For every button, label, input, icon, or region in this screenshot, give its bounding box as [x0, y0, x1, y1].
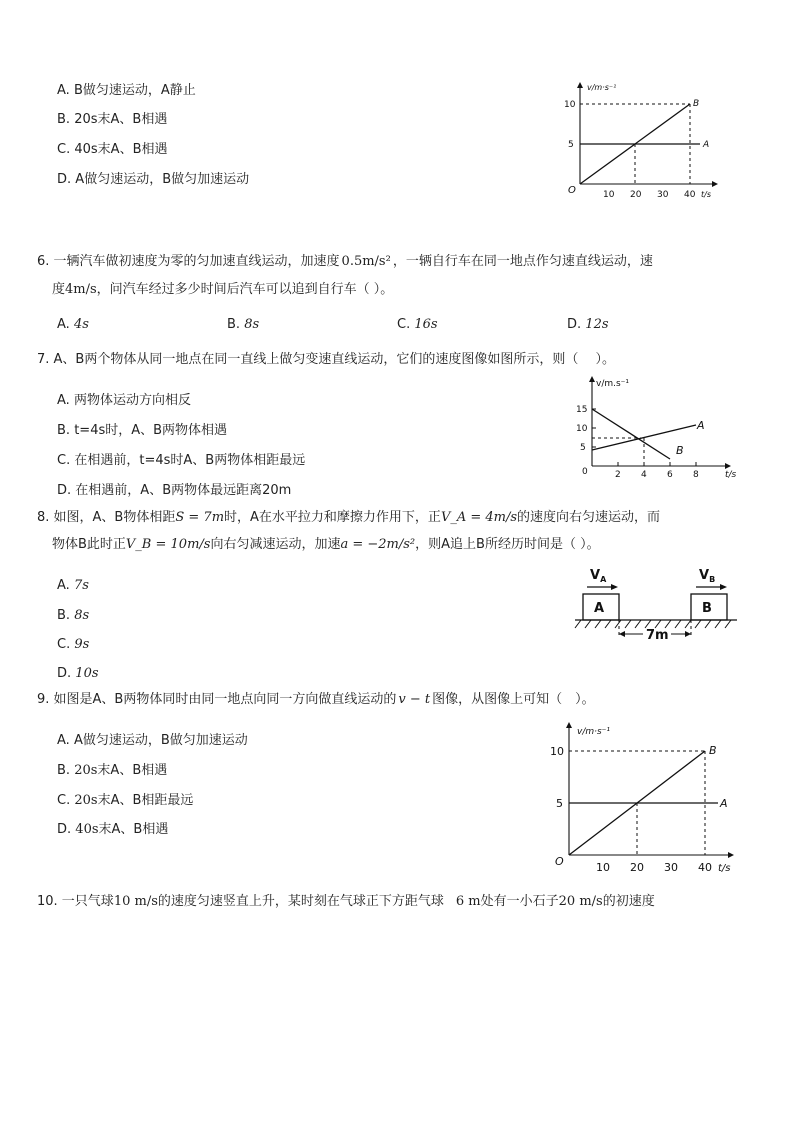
q9-graph-label-a: A [720, 797, 728, 810]
q7-graph-origin: 0 [582, 467, 588, 477]
q9-graph-xtick-40: 40 [698, 861, 712, 874]
q8-fig-va-label: $V_A$ [590, 568, 607, 584]
q9-graph-ytick-10: 10 [550, 745, 564, 758]
q6-option-b: B. 8s [227, 317, 260, 332]
q5-graph-ylabel: v/m·s⁻¹ [587, 83, 617, 92]
q8-fig-block-a: A [594, 601, 605, 616]
q5-option-d: D. A做匀速运动，B做匀加速运动 [57, 172, 250, 187]
q7-graph-xtick-2: 2 [615, 470, 621, 480]
q9-option-d: D. 40s末A、B相遇 [57, 822, 169, 837]
q10-stem: 10. 一只气球10 m/s的速度匀速竖直上升，某时刻在气球正下方距气球 6 m处有一小石子20 m/s的初速度 [37, 894, 655, 909]
q5-graph-label-a: A [703, 140, 710, 150]
q9-option-b: B. 20s末A、B相遇 [57, 763, 168, 778]
q6-stem-line2: 度4m/s，问汽车经过多少时间后汽车可以追到自行车（ ）。 [52, 282, 394, 297]
q7-graph-label-a: A [697, 419, 705, 432]
q9-graph-xlabel: t/s [718, 863, 731, 874]
q7-option-a: A. 两物体运动方向相反 [57, 393, 191, 408]
q8-option-b: B. 8s [57, 608, 90, 623]
q7-graph-xtick-6: 6 [667, 470, 673, 480]
q9-graph-ytick-5: 5 [556, 797, 563, 810]
q8-stem-line1: 8. 如图，A、B物体相距S = 7m时，A在水平拉力和摩擦力作用下，正V_A = 4m/s的速度向右匀速运动，而 [37, 510, 661, 525]
q7-option-c: C. 在相遇前，t=4s时A、B两物体相距最远 [57, 453, 306, 468]
q6-option-a: A. 4s [57, 317, 89, 332]
q7-graph-ytick-10: 10 [576, 424, 588, 434]
q5-graph-ytick-10: 10 [564, 100, 576, 110]
q5-graph-xtick-40: 40 [684, 190, 696, 200]
q9-option-c: C. 20s末A、B相距最远 [57, 793, 194, 808]
q9-stem: 9. 如图是A、B两物体同时由同一地点向同一方向做直线运动的 v − t 图像，从图像上可知（ ）。 [37, 692, 595, 707]
q5-graph-xtick-30: 30 [657, 190, 669, 200]
q8-option-d: D. 10s [57, 666, 99, 681]
q7-vt-graph [570, 376, 740, 486]
q8-option-a: A. 7s [57, 578, 89, 593]
q5-graph-ytick-5: 5 [568, 140, 574, 150]
q7-graph-xlabel: t/s [725, 470, 737, 480]
q5-option-a: A. B做匀速运动，A静止 [57, 83, 196, 98]
q9-graph-xtick-20: 20 [630, 861, 644, 874]
q9-option-a: A. A做匀速运动，B做匀加速运动 [57, 733, 248, 748]
q5-graph-xlabel: t/s [701, 190, 711, 199]
q5-option-b: B. 20s末A、B相遇 [57, 112, 168, 127]
q8-option-c: C. 9s [57, 637, 90, 652]
q7-option-d: D. 在相遇前，A、B两物体最远距离20m [57, 483, 292, 498]
q7-graph-ylabel: v/m.s⁻¹ [596, 379, 630, 389]
q7-option-b: B. t=4s时，A、B两物体相遇 [57, 423, 228, 438]
q9-graph-label-b: B [709, 744, 717, 757]
q7-graph-label-b: B [676, 444, 684, 457]
q9-graph-xtick-10: 10 [596, 861, 610, 874]
q8-fig-block-b: B [702, 601, 712, 616]
q5-graph-origin: O [568, 185, 576, 196]
q7-graph-ytick-15: 15 [576, 405, 588, 415]
q8-stem-line2: 物体B此时正V_B = 10m/s向右匀减速运动，加速a = −2m/s²，则A追上B所经历时间是（ ）。 [52, 537, 600, 552]
q6-option-d: D. 12s [567, 317, 609, 332]
q7-stem: 7. A、B两个物体从同一地点在同一直线上做匀变速直线运动，它们的速度图像如图所示，则（ ）。 [37, 352, 615, 367]
q9-graph-origin: O [555, 855, 564, 868]
q6-option-c: C. 16s [397, 317, 438, 332]
q5-graph-xtick-10: 10 [603, 190, 615, 200]
q7-graph-xtick-8: 8 [693, 470, 699, 480]
q8-fig-vb-label: $V_B$ [699, 568, 716, 584]
q6-stem-line1: 6. 一辆汽车做初速度为零的匀加速直线运动，加速度 0.5m/s² ，一辆自行车在同一地点作匀速直线运动，速 [37, 254, 653, 269]
q9-graph-ylabel: v/m·s⁻¹ [577, 727, 611, 737]
q8-blocks-figure [575, 562, 740, 642]
q5-vt-graph [560, 80, 720, 205]
q9-vt-graph [548, 718, 738, 878]
q8-fig-gap: 7m [646, 628, 669, 643]
q9-graph-xtick-30: 30 [664, 861, 678, 874]
q5-graph-label-b: B [693, 99, 700, 109]
q5-graph-xtick-20: 20 [630, 190, 642, 200]
q7-graph-xtick-4: 4 [641, 470, 647, 480]
q7-graph-ytick-5: 5 [580, 443, 586, 453]
q5-option-c: C. 40s末A、B相遇 [57, 142, 168, 157]
